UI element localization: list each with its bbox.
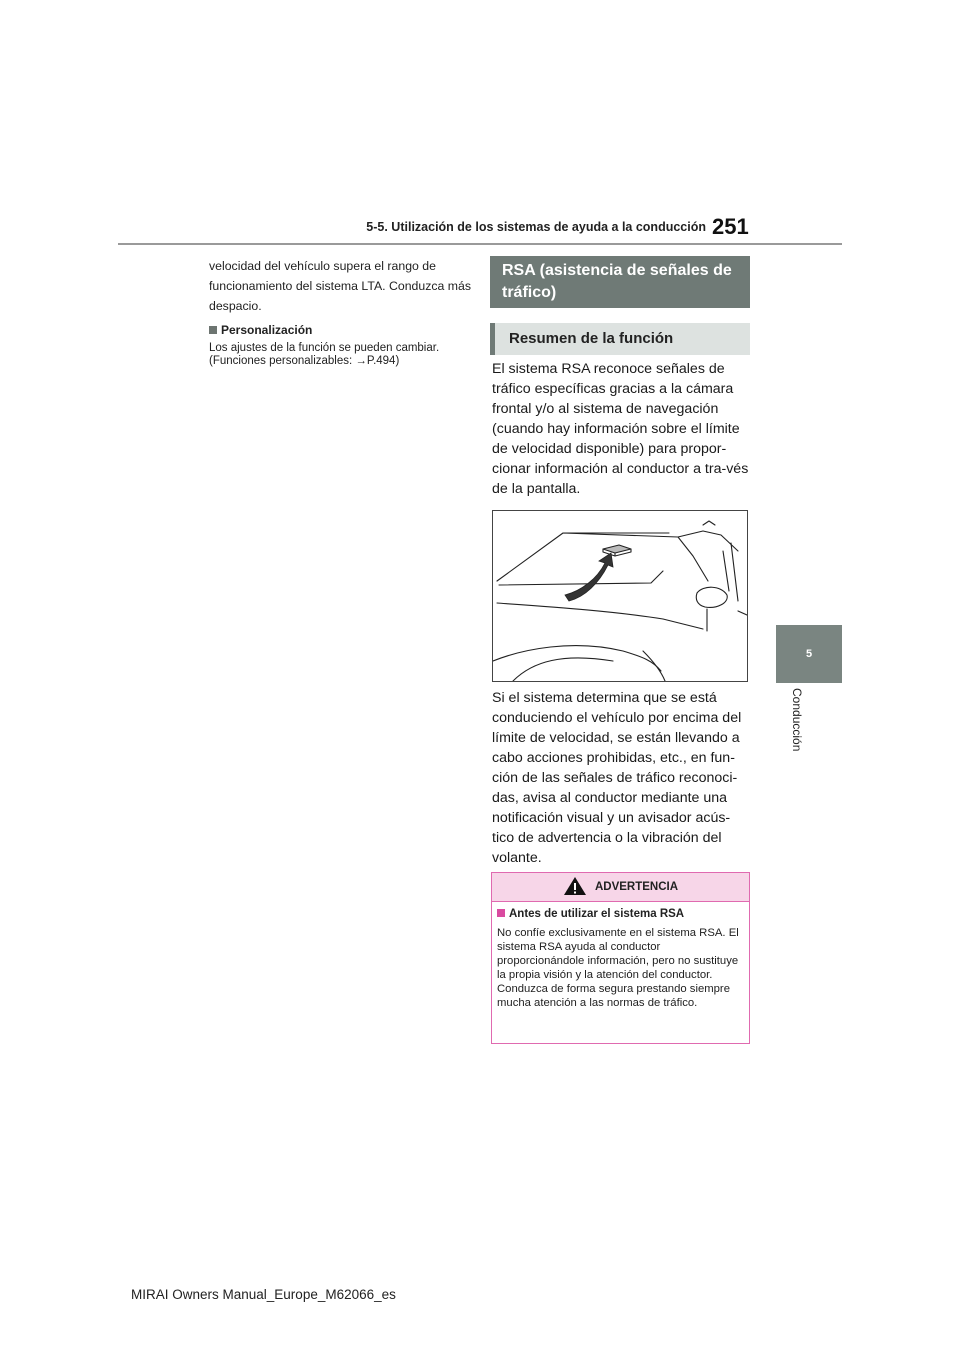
warning-header bbox=[492, 873, 749, 902]
customization-heading bbox=[209, 323, 312, 337]
warning-title-text: Antes de utilizar el sistema RSA bbox=[509, 908, 685, 920]
square-bullet-icon bbox=[209, 326, 217, 334]
customization-heading-text: Personalización bbox=[221, 323, 313, 337]
chapter-number: 5 bbox=[805, 648, 813, 660]
windshield-camera-illustration bbox=[492, 510, 748, 682]
footer-manual-id: MIRAI Owners Manual_Europe_M62066_es bbox=[131, 1287, 396, 1302]
section-title: 5-5. Utilización de los sistemas de ayuda a la conducción bbox=[366, 220, 706, 234]
warning-triangle-icon bbox=[563, 876, 587, 899]
warning-label: ADVERTENCIA bbox=[594, 881, 679, 893]
continued-paragraph: velocidad del vehículo supera el rango de funcionamiento del sistema LTA. Conduzca más despacio. bbox=[209, 259, 472, 313]
car-interior-drawing bbox=[493, 511, 747, 681]
subheading-summary: Resumen de la función bbox=[490, 323, 750, 355]
section-heading-rsa: RSA (asistencia de señales de tráfico) bbox=[490, 256, 750, 308]
rsa-warning-description: Si el sistema determina que se está conduciendo el vehículo por encima del límite de velocidad, se están llevando a cabo acciones prohibidas, etc., en fun-ción de las señales de tráfico reconoci-das, avisa al conductor mediante una notificación visual y un avisador acús-tico de advertencia o la vibración del volante. bbox=[492, 690, 742, 866]
chapter-tab[interactable] bbox=[776, 625, 842, 683]
warning-box bbox=[491, 872, 750, 1044]
warning-body: No confíe exclusivamente en el sistema RSA. El sistema RSA ayuda al conductor proporcionándole información, pero no sustituye la propia visión y la atención del conductor. Conduzca de forma segura prestando siempre mucha atención a las normas de tráfico. bbox=[497, 927, 739, 1009]
customization-text: Los ajustes de la función se pueden cambiar. (Funciones personalizables: →P.494) bbox=[209, 342, 440, 367]
square-bullet-icon bbox=[497, 909, 505, 917]
chapter-label: Conducción bbox=[790, 688, 804, 752]
warning-title bbox=[497, 908, 749, 920]
page-number: 251 bbox=[712, 214, 749, 239]
header-divider bbox=[118, 243, 842, 245]
rsa-description: El sistema RSA reconoce señales de tráfico específicas gracias a la cámara frontal y/o al sistema de navegación (cuando hay información sobre el límite de velocidad disponible) para propor-cionar información al conductor a tra-vés de la pantalla. bbox=[492, 361, 749, 497]
